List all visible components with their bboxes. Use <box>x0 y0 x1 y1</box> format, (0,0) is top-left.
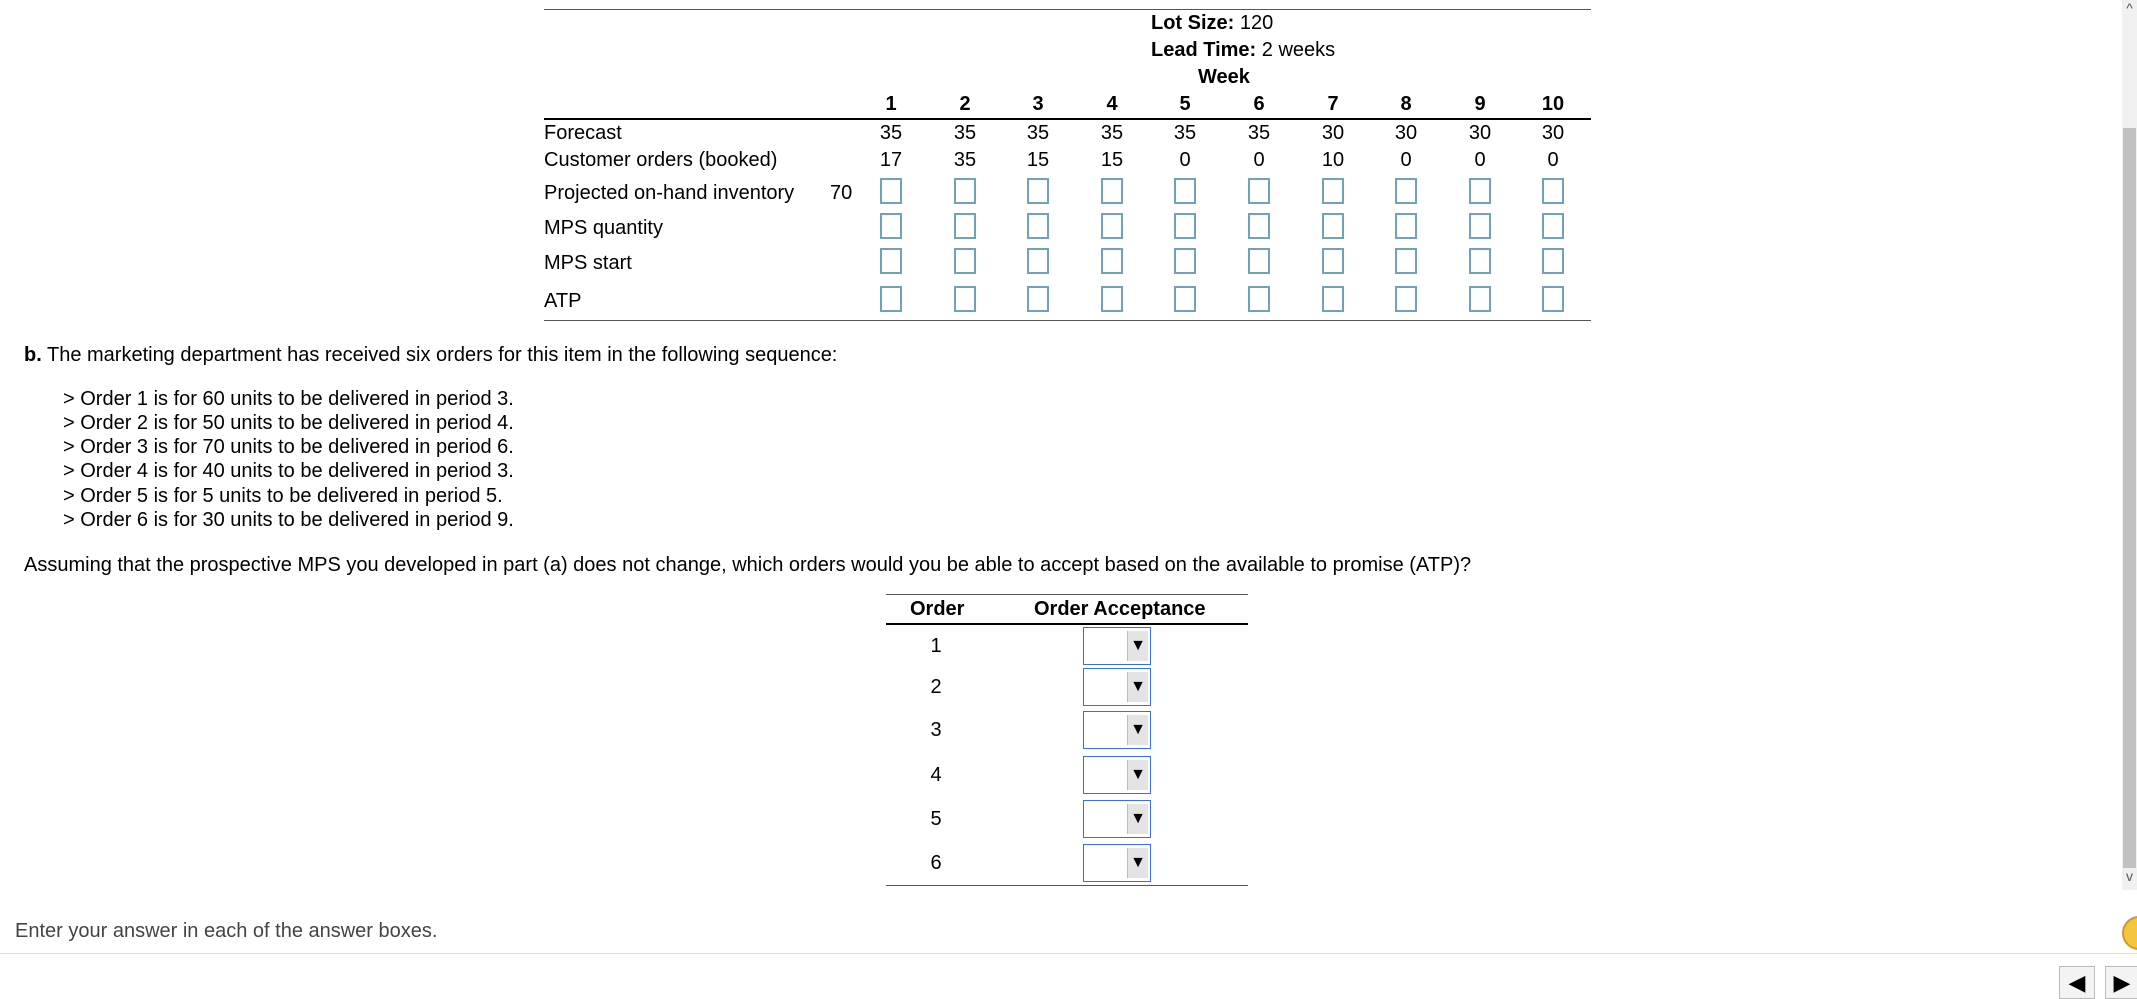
order-acceptance-dropdown-6[interactable] <box>1083 844 1151 882</box>
lead-time-line <box>1151 39 1335 62</box>
forecast-week-3: 35 <box>1026 122 1050 144</box>
acceptance-column-header: Order Acceptance <box>1034 598 1206 620</box>
projected-inventory-input-week-6[interactable] <box>1248 178 1270 204</box>
mps-start-input-week-10[interactable] <box>1542 248 1564 274</box>
footer-divider <box>0 953 2137 954</box>
mps-start-input-week-9[interactable] <box>1469 248 1491 274</box>
lot-size-value: 120 <box>1239 12 1274 34</box>
order-acceptance-dropdown-4[interactable] <box>1083 756 1151 794</box>
atp-input-week-6[interactable] <box>1248 286 1270 312</box>
projected-inventory-input-week-9[interactable] <box>1469 178 1491 204</box>
projected-inventory-input-week-7[interactable] <box>1322 178 1344 204</box>
customer-orders-week-4: 15 <box>1100 149 1124 171</box>
projected-inventory-input-week-5[interactable] <box>1174 178 1196 204</box>
table-bottom-rule <box>544 320 1591 321</box>
forecast-week-1: 35 <box>879 122 903 144</box>
week-header-6: 6 <box>1253 93 1265 115</box>
forecast-week-8: 30 <box>1394 122 1418 144</box>
forecast-week-10: 30 <box>1541 122 1565 144</box>
week-header-4: 4 <box>1106 93 1118 115</box>
order-acceptance-dropdown-3[interactable] <box>1083 711 1151 749</box>
lot-size-line <box>1151 12 1273 35</box>
order-number-3: 3 <box>930 719 942 741</box>
mps-quantity-input-week-8[interactable] <box>1395 213 1417 239</box>
week-header-7: 7 <box>1327 93 1339 115</box>
previous-arrow-icon[interactable]: ◀ <box>2059 966 2095 999</box>
projected-inventory-input-week-3[interactable] <box>1027 178 1049 204</box>
week-header-9: 9 <box>1474 93 1486 115</box>
mps-start-input-week-2[interactable] <box>954 248 976 274</box>
row-label-projected-inventory: Projected on-hand inventory <box>544 182 795 204</box>
mps-start-input-week-6[interactable] <box>1248 248 1270 274</box>
forecast-week-9: 30 <box>1468 122 1492 144</box>
order-table-bottom-rule <box>886 885 1248 886</box>
order-desc-6: > Order 6 is for 30 units to be delivered in period 9. <box>63 509 514 531</box>
forecast-week-4: 35 <box>1100 122 1124 144</box>
mps-start-input-week-4[interactable] <box>1101 248 1123 274</box>
order-table-header-rule <box>886 623 1248 625</box>
mps-quantity-input-week-9[interactable] <box>1469 213 1491 239</box>
row-label-customer-orders: Customer orders (booked) <box>544 149 778 171</box>
lead-time-value: 2 weeks <box>1261 39 1336 61</box>
part-b-intro <box>24 344 837 367</box>
projected-inventory-input-week-4[interactable] <box>1101 178 1123 204</box>
week-header-2: 2 <box>959 93 971 115</box>
atp-input-week-9[interactable] <box>1469 286 1491 312</box>
order-number-2: 2 <box>930 676 942 698</box>
order-desc-2: > Order 2 is for 50 units to be delivered in period 4. <box>63 412 514 434</box>
customer-orders-week-10: 0 <box>1547 149 1559 171</box>
order-table-top-rule <box>886 594 1248 595</box>
atp-input-week-1[interactable] <box>880 286 902 312</box>
forecast-week-2: 35 <box>953 122 977 144</box>
mps-quantity-input-week-1[interactable] <box>880 213 902 239</box>
scroll-down-icon[interactable]: v <box>2126 868 2133 884</box>
mps-start-input-week-3[interactable] <box>1027 248 1049 274</box>
week-header-3: 3 <box>1032 93 1044 115</box>
order-desc-1: > Order 1 is for 60 units to be delivered in period 3. <box>63 388 514 410</box>
lot-size-label: Lot Size: <box>1151 12 1235 34</box>
footer-instruction: Enter your answer in each of the answer boxes. <box>15 920 438 942</box>
mps-quantity-input-week-2[interactable] <box>954 213 976 239</box>
order-number-4: 4 <box>930 764 942 786</box>
chevron-down-icon[interactable]: ▼ <box>1127 760 1148 790</box>
forecast-week-7: 30 <box>1321 122 1345 144</box>
mps-start-input-week-5[interactable] <box>1174 248 1196 274</box>
table-top-rule <box>544 9 1591 10</box>
mps-start-input-week-7[interactable] <box>1322 248 1344 274</box>
atp-input-week-8[interactable] <box>1395 286 1417 312</box>
part-b-question: Assuming that the prospective MPS you developed in part (a) does not change, which orders would you be able to accept based on the available to promise (ATP)? <box>24 554 1472 576</box>
mps-start-input-week-1[interactable] <box>880 248 902 274</box>
row-label-forecast: Forecast <box>544 122 622 144</box>
mps-start-input-week-8[interactable] <box>1395 248 1417 274</box>
chevron-down-icon[interactable]: ▼ <box>1127 804 1148 834</box>
help-icon[interactable] <box>2122 916 2137 950</box>
order-acceptance-dropdown-1[interactable] <box>1083 627 1151 665</box>
row-label-mps-quantity: MPS quantity <box>544 217 663 239</box>
week-heading: Week <box>1198 66 1250 88</box>
week-header-1: 1 <box>885 93 897 115</box>
header-rule <box>544 118 1591 120</box>
week-header-5: 5 <box>1179 93 1191 115</box>
part-b-marker: b. <box>24 344 42 366</box>
week-header-8: 8 <box>1400 93 1412 115</box>
customer-orders-week-7: 10 <box>1321 149 1345 171</box>
row-label-atp: ATP <box>544 290 582 312</box>
projected-inventory-input-week-2[interactable] <box>954 178 976 204</box>
chevron-down-icon[interactable]: ▼ <box>1127 631 1148 661</box>
atp-input-week-7[interactable] <box>1322 286 1344 312</box>
customer-orders-week-3: 15 <box>1026 149 1050 171</box>
order-number-5: 5 <box>930 808 942 830</box>
row-label-mps-start: MPS start <box>544 252 632 274</box>
forecast-week-5: 35 <box>1173 122 1197 144</box>
customer-orders-week-9: 0 <box>1474 149 1486 171</box>
mps-quantity-input-week-5[interactable] <box>1174 213 1196 239</box>
order-acceptance-dropdown-5[interactable] <box>1083 800 1151 838</box>
customer-orders-week-6: 0 <box>1253 149 1265 171</box>
order-desc-3: > Order 3 is for 70 units to be delivered in period 6. <box>63 436 514 458</box>
customer-orders-week-8: 0 <box>1400 149 1412 171</box>
order-number-1: 1 <box>930 635 942 657</box>
order-desc-5: > Order 5 is for 5 units to be delivered in period 5. <box>63 485 503 507</box>
atp-input-week-5[interactable] <box>1174 286 1196 312</box>
scroll-up-icon[interactable]: ^ <box>2126 0 2133 16</box>
atp-input-week-2[interactable] <box>954 286 976 312</box>
projected-inventory-input-week-10[interactable] <box>1542 178 1564 204</box>
order-desc-4: > Order 4 is for 40 units to be delivered in period 3. <box>63 460 514 482</box>
order-acceptance-dropdown-2[interactable] <box>1083 668 1151 706</box>
customer-orders-week-1: 17 <box>879 149 903 171</box>
scrollbar-thumb[interactable] <box>2123 128 2136 868</box>
mps-quantity-input-week-7[interactable] <box>1322 213 1344 239</box>
customer-orders-week-5: 0 <box>1179 149 1191 171</box>
mps-quantity-input-week-10[interactable] <box>1542 213 1564 239</box>
lead-time-label: Lead Time: <box>1151 39 1257 61</box>
part-b-intro-text: The marketing department has received six orders for this item in the following sequence: <box>41 344 838 366</box>
atp-input-week-10[interactable] <box>1542 286 1564 312</box>
order-number-6: 6 <box>930 852 942 874</box>
week-header-10: 10 <box>1541 93 1565 115</box>
mps-quantity-input-week-3[interactable] <box>1027 213 1049 239</box>
chevron-down-icon[interactable]: ▼ <box>1127 672 1148 702</box>
forecast-week-6: 35 <box>1247 122 1271 144</box>
chevron-down-icon[interactable]: ▼ <box>1127 715 1148 745</box>
mps-quantity-input-week-6[interactable] <box>1248 213 1270 239</box>
next-arrow-icon[interactable]: ▶ <box>2105 966 2137 999</box>
chevron-down-icon[interactable]: ▼ <box>1127 848 1148 878</box>
initial-inventory-value: 70 <box>830 182 853 204</box>
atp-input-week-4[interactable] <box>1101 286 1123 312</box>
projected-inventory-input-week-1[interactable] <box>880 178 902 204</box>
projected-inventory-input-week-8[interactable] <box>1395 178 1417 204</box>
customer-orders-week-2: 35 <box>953 149 977 171</box>
mps-quantity-input-week-4[interactable] <box>1101 213 1123 239</box>
order-column-header: Order <box>910 598 965 620</box>
atp-input-week-3[interactable] <box>1027 286 1049 312</box>
